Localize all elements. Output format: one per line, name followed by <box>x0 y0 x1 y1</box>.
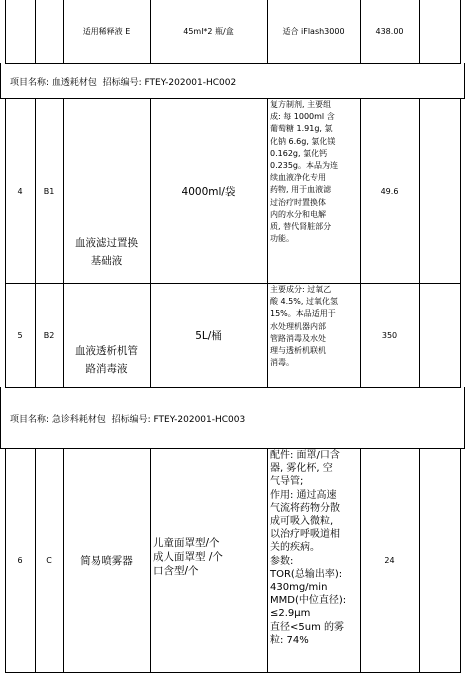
item-price: 438.00 <box>375 27 404 36</box>
item-price: 24 <box>384 556 395 565</box>
item-code: B2 <box>43 331 55 340</box>
project-header: 项目名称: 急诊科耗材包 招标编号: FTEY-202001-HC003 <box>10 414 246 425</box>
grid-line <box>5 0 6 64</box>
item-spec: 45ml*2 瓶/盒 <box>183 27 234 36</box>
item-price: 49.6 <box>380 186 399 196</box>
item-spec: 4000ml/袋 <box>181 185 236 198</box>
item-no: 6 <box>17 556 23 565</box>
grid-line <box>460 448 461 673</box>
grid-line <box>419 98 420 388</box>
project-header: 项目名称: 血透耗材包 招标编号: FTEY-202001-HC002 <box>10 77 237 88</box>
item-code: B1 <box>43 186 55 196</box>
item-name: 血液透析机管 路消毒液 <box>75 345 138 375</box>
item-spec: 儿童面罩型/个 成人面罩型 /个 口含型/个 <box>153 537 223 577</box>
grid-line <box>419 448 420 673</box>
item-no: 5 <box>17 331 23 340</box>
item-name: 适用稀释液 E <box>82 27 131 36</box>
grid-line <box>35 0 36 64</box>
item-desc: 复方制剂, 主要组 成: 每 1000ml 含 葡萄糖 1.91g, 氯 化钠 6.6g, 氯化镁 0.162g, 氯化钙 0.235g。本品为连 续血液净化专用 药物, 用于血液滤 过治疗时置换体 内的水分和电解 质, 替代肾脏部分 功能。 <box>270 100 338 244</box>
item-code: C <box>46 556 52 565</box>
item-price: 350 <box>381 331 398 340</box>
item-desc: 适合 iFlash3000 <box>282 27 345 36</box>
grid-line <box>150 448 151 673</box>
item-desc: 配件: 面罩/口含 器, 雾化杯, 空 气导管; 作用: 通过高速 气流将药物分散 成可吸入微粒, 以治疗呼吸道相 关的疾病。 参数: TOR(总输出率): 430mg/min MMD(中位直径): ≤2.9μm 直径<5um 的雾 粒: 74% <box>270 450 347 646</box>
grid-line <box>460 98 461 388</box>
grid-line <box>5 672 461 673</box>
item-spec: 5L/桶 <box>195 330 222 342</box>
item-name: 简易喷雾器 <box>80 555 133 567</box>
item-no: 4 <box>17 186 23 196</box>
grid-line <box>460 0 461 64</box>
grid-line <box>419 0 420 64</box>
item-desc: 主要成分: 过氧乙 酸 4.5%, 过氧化氢 15%。本品适用于 水处理机器内部 管路消毒及水处 理与透析机联机 消毒。 <box>270 285 338 368</box>
item-name: 血液滤过置换 基础液 <box>75 237 138 267</box>
